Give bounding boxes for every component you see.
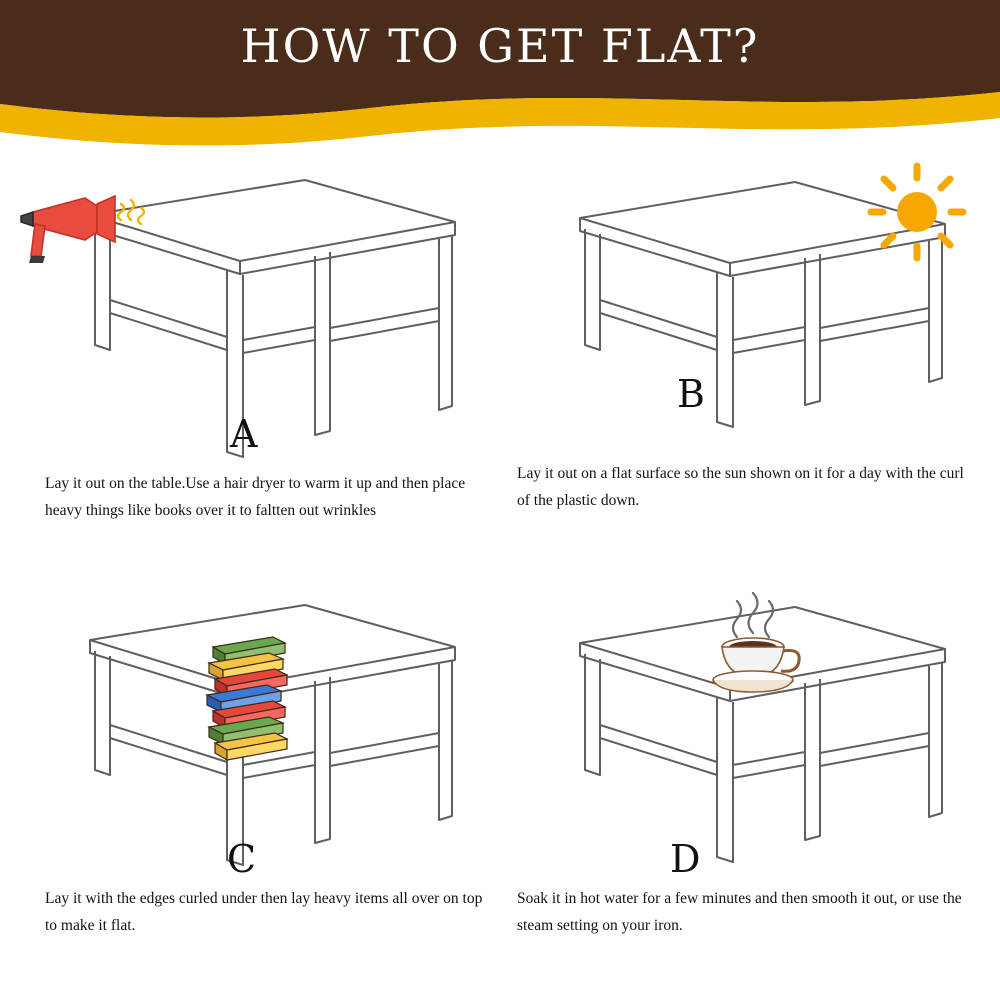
sun-icon bbox=[871, 166, 963, 258]
panel-letter-b: B bbox=[677, 372, 705, 416]
page-header bbox=[0, 0, 1000, 150]
hair-dryer-icon bbox=[21, 196, 144, 263]
panel-letter-d: D bbox=[670, 837, 701, 881]
panel-caption-a: Lay it out on the table.Use a hair dryer to warm it up and then place heavy things like books over it to faltten out wrinkles bbox=[45, 475, 466, 520]
panel-caption-d: Soak it in hot water for a few minutes and then smooth it out, or use the steam setting on your iron. bbox=[517, 890, 962, 935]
step-panel-b bbox=[505, 160, 985, 560]
table-with-coffee-illustration bbox=[505, 585, 985, 885]
step-panel-a bbox=[15, 160, 495, 560]
panel-letter-c: C bbox=[227, 837, 257, 881]
step-panel-c bbox=[15, 585, 495, 985]
panel-letter-a: A bbox=[230, 412, 258, 456]
steps-grid bbox=[0, 150, 1000, 974]
panel-caption-b: Lay it out on a flat surface so the sun shown on it for a day with the curl of the plastic down. bbox=[517, 465, 964, 510]
page-title: HOW TO GET FLAT? bbox=[240, 19, 760, 73]
panel-caption-c: Lay it with the edges curled under then lay heavy items all over on top to make it flat. bbox=[45, 890, 483, 935]
table-with-sun-illustration bbox=[505, 160, 985, 460]
stack-of-books-icon bbox=[207, 637, 287, 760]
step-panel-d bbox=[505, 585, 985, 985]
